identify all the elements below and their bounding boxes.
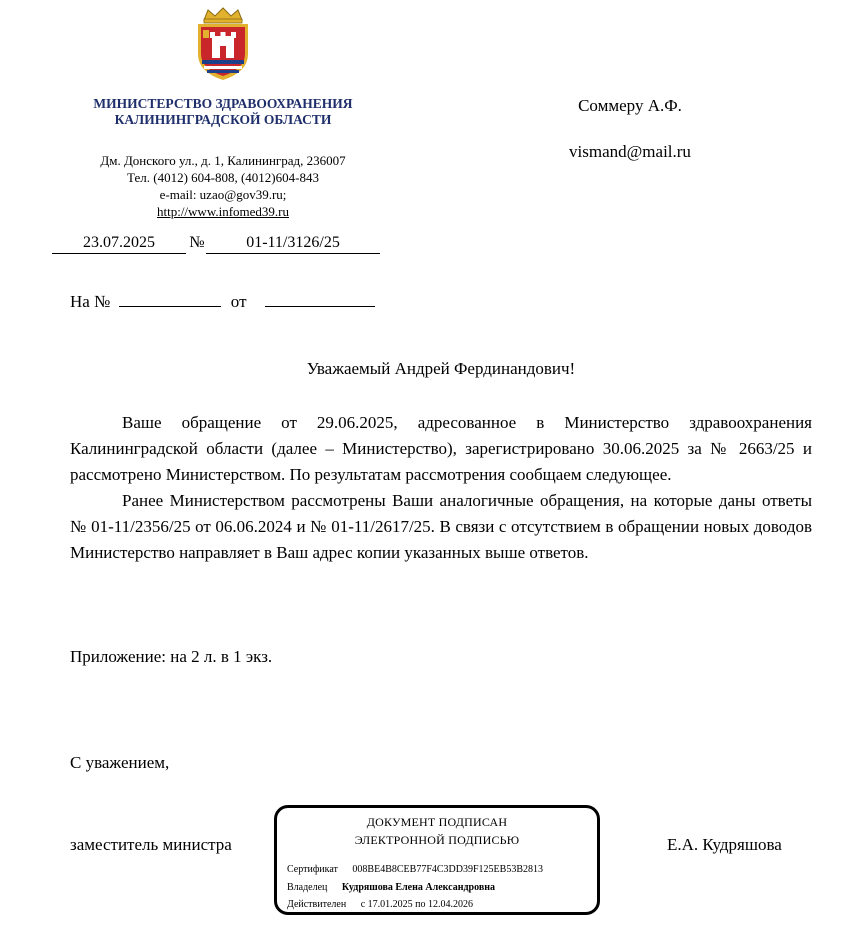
registration-number: 01-11/3126/25 <box>206 234 380 254</box>
ministry-name <box>40 96 406 128</box>
stamp-validity-row <box>287 899 473 910</box>
reply-to-from-label: от <box>230 292 247 311</box>
ministry-name-line2: КАЛИНИНГРАДСКОЙ ОБЛАСТИ <box>114 112 332 127</box>
closing-regards: С уважением, <box>70 753 170 772</box>
recipient-name: Соммеру А.Ф. <box>578 96 682 115</box>
reply-to-label: На № <box>70 292 111 311</box>
registration-date: 23.07.2025 <box>52 234 186 254</box>
signer-position: заместитель министра <box>70 835 232 854</box>
ministry-phone: Тел. (4012) 604-808, (4012)604-843 <box>127 170 319 185</box>
ministry-email: e-mail: uzao@gov39.ru; <box>159 187 287 202</box>
stamp-title-line1: ДОКУМЕНТ ПОДПИСАН <box>366 815 508 829</box>
coat-of-arms-emblem <box>190 6 256 82</box>
recipient-email: vismand@mail.ru <box>569 142 691 161</box>
signer-name: Е.А. Кудряшова <box>667 835 782 854</box>
reply-to-line <box>70 288 375 312</box>
electronic-signature-stamp <box>274 805 600 915</box>
salutation: Уважаемый Андрей Фердинандович! <box>306 359 576 378</box>
stamp-valid-from: 17.01.2025 <box>367 899 413 910</box>
stamp-valid-from-label: с <box>360 899 366 910</box>
letter-body <box>70 410 812 566</box>
stamp-certificate-value: 008BE4B8CEB77F4C3DD39F125EB53B2813 <box>352 864 544 875</box>
ministry-address-block <box>40 152 406 220</box>
stamp-owner-label: Владелец <box>287 882 328 893</box>
ministry-website-link[interactable]: http://www.infomed39.ru <box>156 204 290 219</box>
registration-line <box>52 234 382 256</box>
stamp-owner-row <box>287 882 495 893</box>
reply-to-date-blank <box>265 288 375 307</box>
stamp-title-line2: ЭЛЕКТРОННОЙ ПОДПИСЬЮ <box>354 833 520 847</box>
stamp-valid-label: Действителен <box>287 899 347 910</box>
appendix-note: Приложение: на 2 л. в 1 экз. <box>70 647 273 666</box>
registration-number-sign: № <box>189 234 205 251</box>
stamp-valid-to: 12.04.2026 <box>428 899 474 910</box>
letter-paragraph-2: Ранее Министерством рассмотрены Ваши аналогичные обращения, на которые даны ответы № 01-11/2356/25 от 06.06.2024 и № 01-11/2617/25. В связи с отсутствием в обращении новых доводов Министерство направляет в Ваш адрес копии указанных выше ответов. <box>70 491 812 562</box>
ministry-name-line1: МИНИСТЕРСТВО ЗДРАВООХРАНЕНИЯ <box>93 96 353 111</box>
stamp-certificate-label: Сертификат <box>287 864 338 875</box>
ministry-address: Дм. Донского ул., д. 1, Калининград, 236007 <box>100 153 346 168</box>
coat-of-arms-icon <box>190 6 256 82</box>
letter-paragraph-1: Ваше обращение от 29.06.2025, адресованное в Министерство здравоохранения Калининградской области (далее – Министерство), зарегистрировано 30.06.2025 за № 2663/25 и рассмотрено Министерством. По результатам рассмотрения сообщаем следующее. <box>70 413 812 484</box>
stamp-certificate-row <box>287 864 543 875</box>
stamp-valid-to-label: по <box>415 899 426 910</box>
stamp-owner-value: Кудряшова Елена Александровна <box>341 882 496 893</box>
reply-to-number-blank <box>119 288 221 307</box>
